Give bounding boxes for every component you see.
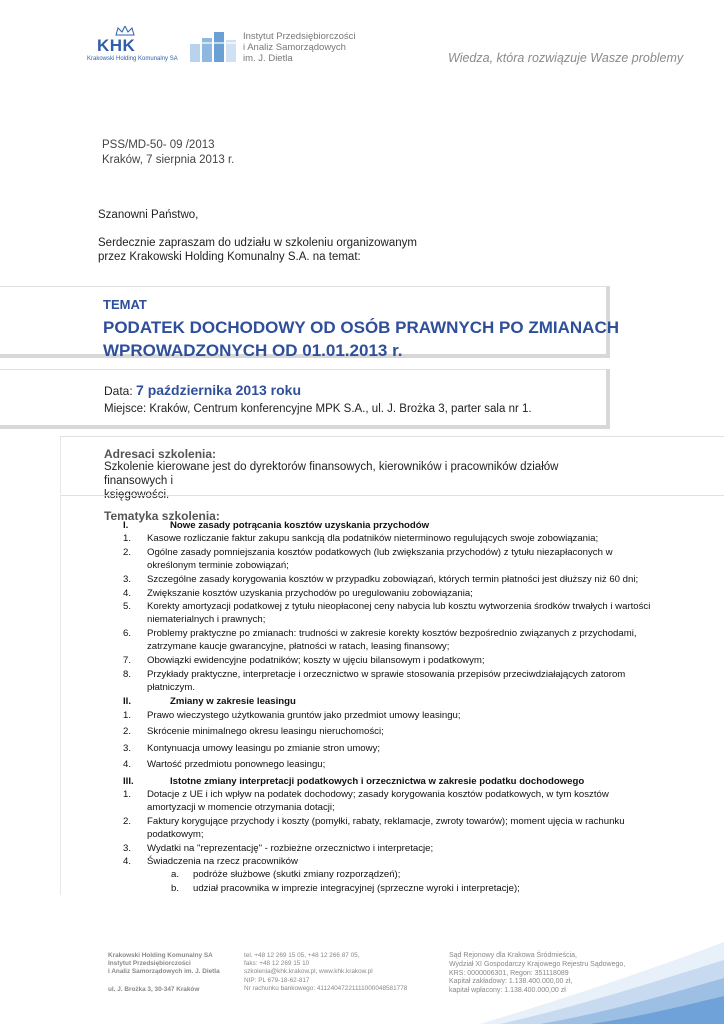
date-box [0, 369, 610, 429]
institute-logo-icon [188, 30, 240, 64]
footer-company: Krakowski Holding Komunalny SA Instytut Przedsiębiorczości i Analiz Samorządowych im. J. Dietla [108, 952, 220, 976]
section-heading: I. Nowe zasady potrącania kosztów uzyskania przychodów [123, 520, 430, 531]
tagline: Wiedza, która rozwiązuje Wasze problemy [448, 51, 684, 65]
list-item: 5. Korekty amortyzacji podatkowej z tytułu nieopłaconej ceny nabycia lub kosztu wytworzenia środków trwałych i wartości niematerialnych i prawnych; [123, 601, 651, 625]
reference-number: PSS/MD-50- 09 /2013 [102, 139, 215, 151]
section-heading: III. Istotne zmiany interpretacji podatkowych i orzecznictwa w zakresie podatku dochodowego [123, 776, 585, 787]
footer-registry: Sąd Rejonowy dla Krakowa Śródmieścia, Wydział XI Gospodarczy Krajowego Rejestru Sądowego, KRS: 0000006301, Regon: 351118089 Kapitał zakładowy: 1.138.400.000,00 zł, kapitał wpłacony: 1.138.400.000,00 zł [449, 952, 626, 995]
institute-name: Instytut Przedsiębiorczości i Analiz Samorządowych im. J. Dietla [243, 31, 356, 64]
footer-contact: tel. +48 12 269 15 05, +48 12 266 87 05, faks: +48 12 269 15 10 szkolenia@khk.krakow.pl, www.khk.krakow.pl NIP: PL 679-18-62-817 Nr rachunku bankowego: 41124047221111000048581778 [244, 952, 408, 992]
date-label: Data: [104, 384, 133, 398]
place-date: Kraków, 7 sierpnia 2013 r. [102, 154, 235, 166]
list-item: 8. Przykłady praktyczne, interpretacje i orzecznictwo w sprawie stosowania przepisów przeciwdziałających zatorom płatniczym. [123, 669, 626, 693]
khk-logo-subtitle: Krakowski Holding Komunalny SA [87, 56, 178, 62]
addressees-text: Szkolenie kierowane jest do dyrektorów finansowych, kierowników i pracowników działów finansowych i księgowości. [104, 461, 559, 501]
list-item: 7. Obowiązki ewidencyjne podatników; koszty w ujęciu bilansowym i podatkowym; [123, 655, 485, 666]
list-item: 3. Szczególne zasady korygowania kosztów w przypadku zobowiązań, których termin płatności jest dłuższy niż 60 dni; [123, 574, 639, 585]
list-item: 4. Świadczenia na rzecz pracowników [123, 856, 298, 867]
list-item: 4. Wartość przedmiotu ponownego leasingu; [123, 759, 326, 770]
place-line: Miejsce: Kraków, Centrum konferencyjne MPK S.A., ul. J. Brożka 3, parter sala nr 1. [104, 403, 532, 415]
date-line [104, 382, 301, 398]
list-item: 4. Zwiększanie kosztów uzyskania przychodów po uregulowaniu zobowiązania; [123, 588, 473, 599]
list-item: 2. Skrócenie minimalnego okresu leasingu nieruchomości; [123, 726, 384, 737]
topic-title: PODATEK DOCHODOWY OD OSÓB PRAWNYCH PO ZMIANACH WPROWADZONYCH OD 01.01.2013 r. [103, 318, 619, 360]
greeting: Szanowni Państwo, [98, 209, 199, 221]
list-item: 2. Faktury korygujące przychody i koszty (pomyłki, rabaty, reklamacje, zwroty towarów); moment ujęcia w rachunku podatkowym; [123, 816, 625, 840]
list-item: 6. Problemy praktyczne po zmianach: trudności w zakresie korekty kosztów bezpośrednio związanych z przychodami, zatrzymane kaucje gwarancyjne, płatności w ratach, leasing finansowy; [123, 628, 637, 652]
sub-list-item: b. udział pracownika w imprezie integracyjnej (sprzeczne wyroki i interpretacje); [171, 883, 520, 894]
list-item: 1. Dotacje z UE i ich wpływ na podatek dochodowy; zasady korygowania kosztów podatkowych, w tym kosztów amortyzacji w momencie otrzymania dotacji; [123, 789, 609, 813]
sub-list-item: a. podróże służbowe (skutki zmiany rozporządzeń); [171, 869, 401, 880]
addressees-title: Adresaci szkolenia: [104, 447, 217, 461]
list-item: 3. Kontynuacja umowy leasingu po zmianie stron umowy; [123, 743, 381, 754]
footer-address: ul. J. Brożka 3, 30-347 Kraków [108, 986, 200, 993]
list-item: 2. Ogólne zasady pomniejszania kosztów podatkowych (lub zwiększania przychodów) z tytułu niezapłaconych w określonym terminie zobowiązań; [123, 547, 613, 571]
topic-label: TEMAT [103, 297, 147, 312]
topics-title: Tematyka szkolenia: [104, 509, 220, 523]
section-heading: II. Zmiany w zakresie leasingu [123, 696, 296, 707]
crown-icon [115, 26, 135, 36]
reference-block [102, 138, 234, 168]
list-item: 3. Wydatki na "reprezentację" - rozbieżne orzecznictwo i interpretacje; [123, 843, 434, 854]
khk-logo-text: KHK [97, 36, 136, 55]
intro-text: Serdecznie zapraszam do udziału w szkoleniu organizowanym przez Krakowski Holding Komunalny S.A. na temat: [98, 237, 417, 263]
list-item: 1. Prawo wieczystego użytkowania gruntów jako przedmiot umowy leasingu; [123, 710, 461, 721]
list-item: 1. Kasowe rozliczanie faktur zakupu sankcją dla podatników nieterminowo regulujących swoje zobowiązania; [123, 533, 599, 544]
date-value: 7 października 2013 roku [136, 382, 301, 398]
